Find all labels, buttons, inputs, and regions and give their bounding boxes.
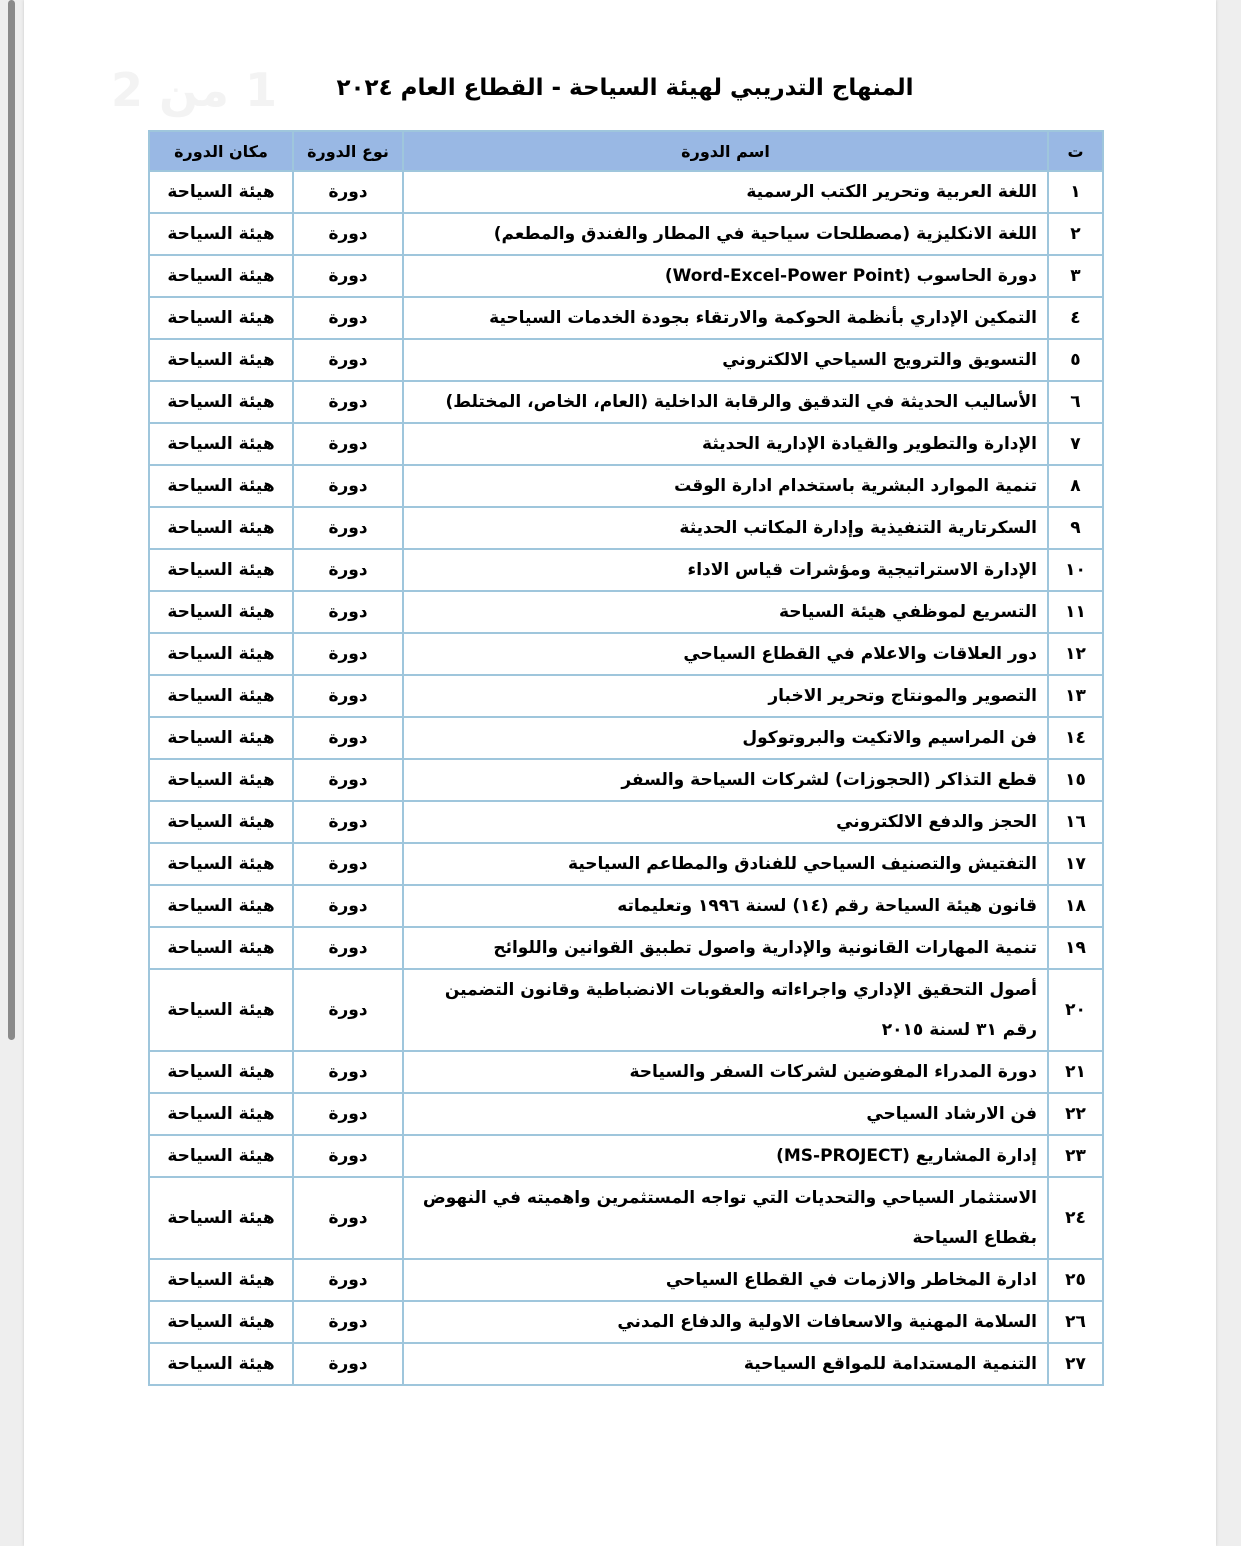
header-num: ت [1048,131,1103,171]
course-type: دورة [293,297,403,339]
course-type: دورة [293,465,403,507]
header-name: اسم الدورة [403,131,1048,171]
table-row [149,171,1103,213]
row-number: ٢١ [1048,1051,1103,1093]
row-number: ٢٦ [1048,1301,1103,1343]
course-type: دورة [293,549,403,591]
course-type: دورة [293,633,403,675]
table-row [149,1135,1103,1177]
course-type: دورة [293,1343,403,1385]
table-row [149,1259,1103,1301]
course-name: تنمية المهارات القانونية والإدارية واصول تطبيق القوانين واللوائح [403,927,1048,969]
course-place: هيئة السياحة [149,1093,293,1135]
course-type: دورة [293,339,403,381]
course-place: هيئة السياحة [149,549,293,591]
page-indicator: 1 من 2 [111,63,277,117]
course-type: دورة [293,717,403,759]
course-place: هيئة السياحة [149,633,293,675]
course-name: التصوير والمونتاج وتحرير الاخبار [403,675,1048,717]
course-type: دورة [293,927,403,969]
row-number: ١٢ [1048,633,1103,675]
row-number: ٧ [1048,423,1103,465]
course-place: هيئة السياحة [149,885,293,927]
scrollbar-thumb[interactable] [8,0,15,1040]
courses-table [148,130,1104,1386]
course-place: هيئة السياحة [149,381,293,423]
row-number: ٤ [1048,297,1103,339]
course-type: دورة [293,591,403,633]
course-name: التنمية المستدامة للمواقع السياحية [403,1343,1048,1385]
document-title: المنهاج التدريبي لهيئة السياحة - القطاع العام ٢٠٢٤ [336,75,914,101]
course-name: دورة الحاسوب (Word-Excel-Power Point) [403,255,1048,297]
row-number: ١٦ [1048,801,1103,843]
course-type: دورة [293,1093,403,1135]
course-type: دورة [293,171,403,213]
course-place: هيئة السياحة [149,591,293,633]
table-row [149,633,1103,675]
course-name: قانون هيئة السياحة رقم (١٤) لسنة ١٩٩٦ وتعليماته [403,885,1048,927]
table-row [149,339,1103,381]
row-number: ١٣ [1048,675,1103,717]
row-number: ٢٧ [1048,1343,1103,1385]
course-name: إدارة المشاريع (MS-PROJECT) [403,1135,1048,1177]
table-row [149,549,1103,591]
course-name: دورة المدراء المفوضين لشركات السفر والسياحة [403,1051,1048,1093]
table-row [149,1177,1103,1259]
table-row [149,591,1103,633]
row-number: ١١ [1048,591,1103,633]
course-place: هيئة السياحة [149,297,293,339]
table-row [149,297,1103,339]
course-name: أصول التحقيق الإداري واجراءاته والعقوبات الانضباطية وقانون التضمين رقم ٣١ لسنة ٢٠١٥ [403,969,1048,1051]
row-number: ٢ [1048,213,1103,255]
course-name: الاستثمار السياحي والتحديات التي تواجه المستثمرين واهميته في النهوض بقطاع السياحة [403,1177,1048,1259]
course-name: قطع التذاكر (الحجوزات) لشركات السياحة والسفر [403,759,1048,801]
course-type: دورة [293,843,403,885]
table-row [149,507,1103,549]
course-type: دورة [293,423,403,465]
course-place: هيئة السياحة [149,1135,293,1177]
course-type: دورة [293,1259,403,1301]
course-place: هيئة السياحة [149,759,293,801]
row-number: ١٧ [1048,843,1103,885]
header-place: مكان الدورة [149,131,293,171]
course-name: الإدارة والتطوير والقيادة الإدارية الحديثة [403,423,1048,465]
course-type: دورة [293,675,403,717]
course-type: دورة [293,1135,403,1177]
row-number: ٢٥ [1048,1259,1103,1301]
course-name: التفتيش والتصنيف السياحي للفنادق والمطاعم السياحية [403,843,1048,885]
table-row [149,1051,1103,1093]
course-name: فن الارشاد السياحي [403,1093,1048,1135]
course-place: هيئة السياحة [149,255,293,297]
row-number: ٣ [1048,255,1103,297]
course-name: الحجز والدفع الالكتروني [403,801,1048,843]
row-number: ١٨ [1048,885,1103,927]
course-place: هيئة السياحة [149,465,293,507]
course-name: تنمية الموارد البشرية باستخدام ادارة الوقت [403,465,1048,507]
course-name: التسويق والترويج السياحي الالكتروني [403,339,1048,381]
row-number: ٢٤ [1048,1177,1103,1259]
course-place: هيئة السياحة [149,675,293,717]
row-number: ١٩ [1048,927,1103,969]
course-type: دورة [293,1051,403,1093]
row-number: ١٤ [1048,717,1103,759]
table-row [149,927,1103,969]
table-row [149,969,1103,1051]
course-place: هيئة السياحة [149,339,293,381]
row-number: ٥ [1048,339,1103,381]
table-row [149,885,1103,927]
course-type: دورة [293,759,403,801]
row-number: ١٥ [1048,759,1103,801]
course-type: دورة [293,801,403,843]
course-place: هيئة السياحة [149,969,293,1051]
table-row [149,465,1103,507]
course-place: هيئة السياحة [149,843,293,885]
course-name: اللغة الانكليزية (مصطلحات سياحية في المطار والفندق والمطعم) [403,213,1048,255]
course-type: دورة [293,381,403,423]
table-row [149,675,1103,717]
table-row [149,801,1103,843]
row-number: ١٠ [1048,549,1103,591]
course-name: الأساليب الحديثة في التدقيق والرقابة الداخلية (العام، الخاص، المختلط) [403,381,1048,423]
row-number: ٢٠ [1048,969,1103,1051]
course-place: هيئة السياحة [149,801,293,843]
course-place: هيئة السياحة [149,171,293,213]
course-type: دورة [293,885,403,927]
course-name: اللغة العربية وتحرير الكتب الرسمية [403,171,1048,213]
header-type: نوع الدورة [293,131,403,171]
course-name: السكرتارية التنفيذية وإدارة المكاتب الحديثة [403,507,1048,549]
course-type: دورة [293,1301,403,1343]
table-row [149,381,1103,423]
course-type: دورة [293,1177,403,1259]
row-number: ٢٢ [1048,1093,1103,1135]
course-name: التمكين الإداري بأنظمة الحوكمة والارتقاء بجودة الخدمات السياحية [403,297,1048,339]
row-number: ٢٣ [1048,1135,1103,1177]
course-name: دور العلاقات والاعلام في القطاع السياحي [403,633,1048,675]
table-row [149,1301,1103,1343]
course-place: هيئة السياحة [149,1177,293,1259]
course-type: دورة [293,507,403,549]
course-place: هيئة السياحة [149,1301,293,1343]
course-place: هيئة السياحة [149,423,293,465]
course-name: ادارة المخاطر والازمات في القطاع السياحي [403,1259,1048,1301]
course-place: هيئة السياحة [149,927,293,969]
course-place: هيئة السياحة [149,1343,293,1385]
course-type: دورة [293,969,403,1051]
row-number: ٩ [1048,507,1103,549]
course-place: هيئة السياحة [149,213,293,255]
course-name: التسريع لموظفي هيئة السياحة [403,591,1048,633]
course-name: الإدارة الاستراتيجية ومؤشرات قياس الاداء [403,549,1048,591]
table-row [149,1343,1103,1385]
table-row [149,843,1103,885]
table-row [149,1093,1103,1135]
course-type: دورة [293,255,403,297]
course-type: دورة [293,213,403,255]
table-row [149,423,1103,465]
course-place: هيئة السياحة [149,507,293,549]
table-row [149,255,1103,297]
course-name: فن المراسيم والاتكيت والبروتوكول [403,717,1048,759]
row-number: ٨ [1048,465,1103,507]
table-row [149,717,1103,759]
row-number: ١ [1048,171,1103,213]
table-row [149,213,1103,255]
row-number: ٦ [1048,381,1103,423]
course-name: السلامة المهنية والاسعافات الاولية والدفاع المدني [403,1301,1048,1343]
course-place: هيئة السياحة [149,717,293,759]
table-header-row [149,131,1103,171]
table-row [149,759,1103,801]
course-place: هيئة السياحة [149,1051,293,1093]
course-place: هيئة السياحة [149,1259,293,1301]
